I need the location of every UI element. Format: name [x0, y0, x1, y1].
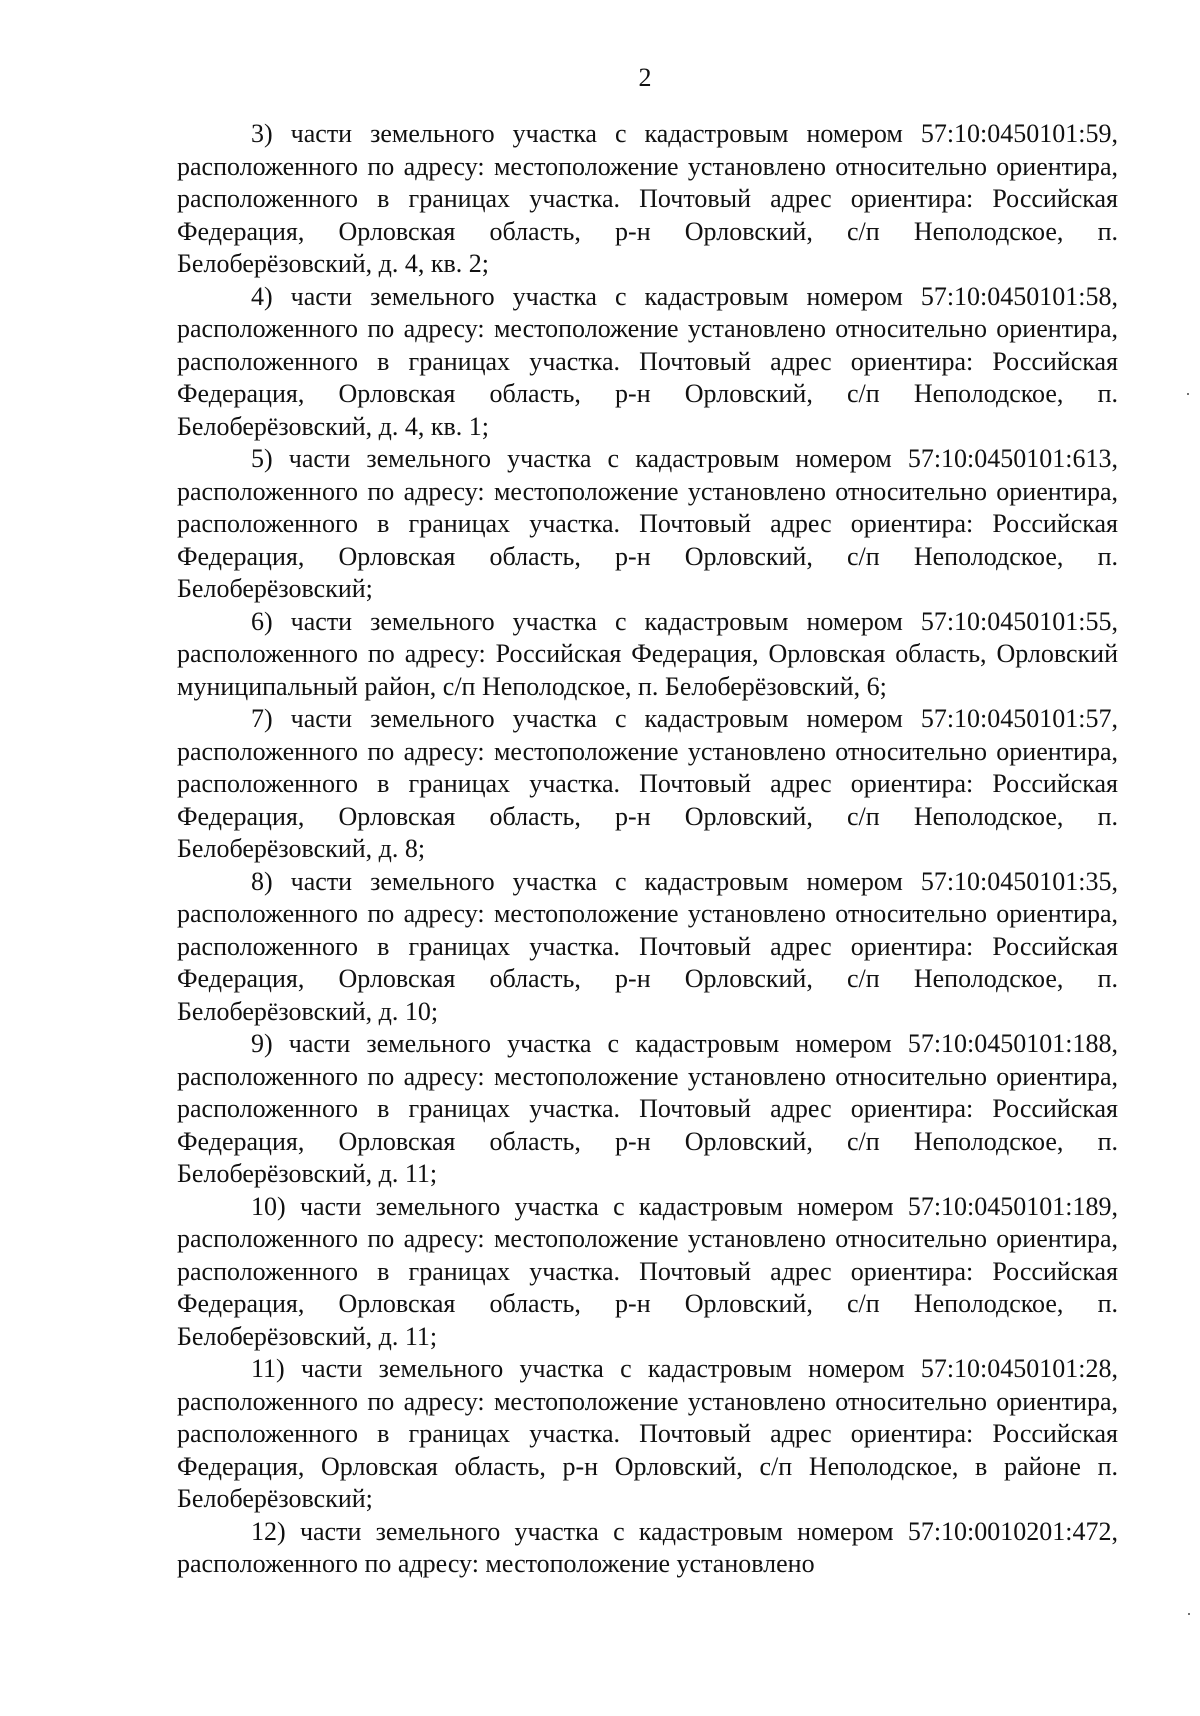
list-item-12: 12) части земельного участка с кадастровым номером 57:10:0010201:472, расположенного по адресу: местоположение установлено	[177, 1516, 1118, 1578]
list-item-7: 7) части земельного участка с кадастровым номером 57:10:0450101:57, расположенного по адресу: местоположение установлено относительно ориентира, расположенного в границах участка. Почтовый адрес ориентира: Российская Федерация, Орловская область, р-н Орловский, с/п Неполодское, п. Белоберёзовский, д. 8;	[177, 704, 1118, 863]
list-item-11: 11) части земельного участка с кадастровым номером 57:10:0450101:28, расположенного по адресу: местоположение установлено относительно ориентира, расположенного в границах участка. Почтовый адрес ориентира: Российская Федерация, Орловская область, р-н Орловский, с/п Неполодское, в районе п. Белоберёзовский;	[177, 1354, 1118, 1513]
document-body	[177, 118, 1118, 1581]
page-number: 2	[638, 63, 652, 92]
list-item-5: 5) части земельного участка с кадастровым номером 57:10:0450101:613, расположенного по адресу: местоположение установлено относительно ориентира, расположенного в границах участка. Почтовый адрес ориентира: Российская Федерация, Орловская область, р-н Орловский, с/п Неполодское, п. Белоберёзовский;	[177, 444, 1118, 603]
list-item-3: 3) части земельного участка с кадастровым номером 57:10:0450101:59, расположенного по адресу: местоположение установлено относительно ориентира, расположенного в границах участка. Почтовый адрес ориентира: Российская Федерация, Орловская область, р-н Орловский, с/п Неполодское, п. Белоберёзовский, д. 4, кв. 2;	[177, 119, 1118, 278]
list-item-8: 8) части земельного участка с кадастровым номером 57:10:0450101:35, расположенного по адресу: местоположение установлено относительно ориентира, расположенного в границах участка. Почтовый адрес ориентира: Российская Федерация, Орловская область, р-н Орловский, с/п Неполодское, п. Белоберёзовский, д. 10;	[177, 866, 1118, 1026]
list-item-6: 6) части земельного участка с кадастровым номером 57:10:0450101:55, расположенного по адресу: Российская Федерация, Орловская область, Орловский муниципальный район, с/п Неполодское, п. Белоберёзовский, 6;	[177, 606, 1118, 701]
list-item-10: 10) части земельного участка с кадастровым номером 57:10:0450101:189, расположенного по адресу: местоположение установлено относительно ориентира, расположенного в границах участка. Почтовый адрес ориентира: Российская Федерация, Орловская область, р-н Орловский, с/п Неполодское, п. Белоберёзовский, д. 11;	[177, 1191, 1118, 1351]
scan-speck	[1188, 1613, 1190, 1615]
list-item-4: 4) части земельного участка с кадастровым номером 57:10:0450101:58, расположенного по адресу: местоположение установлено относительно ориентира, расположенного в границах участка. Почтовый адрес ориентира: Российская Федерация, Орловская область, р-н Орловский, с/п Неполодское, п. Белоберёзовский, д. 4, кв. 1;	[177, 281, 1118, 441]
scan-speck	[1187, 393, 1189, 395]
list-item-9: 9) части земельного участка с кадастровым номером 57:10:0450101:188, расположенного по адресу: местоположение установлено относительно ориентира, расположенного в границах участка. Почтовый адрес ориентира: Российская Федерация, Орловская область, р-н Орловский, с/п Неполодское, п. Белоберёзовский, д. 11;	[177, 1029, 1118, 1188]
